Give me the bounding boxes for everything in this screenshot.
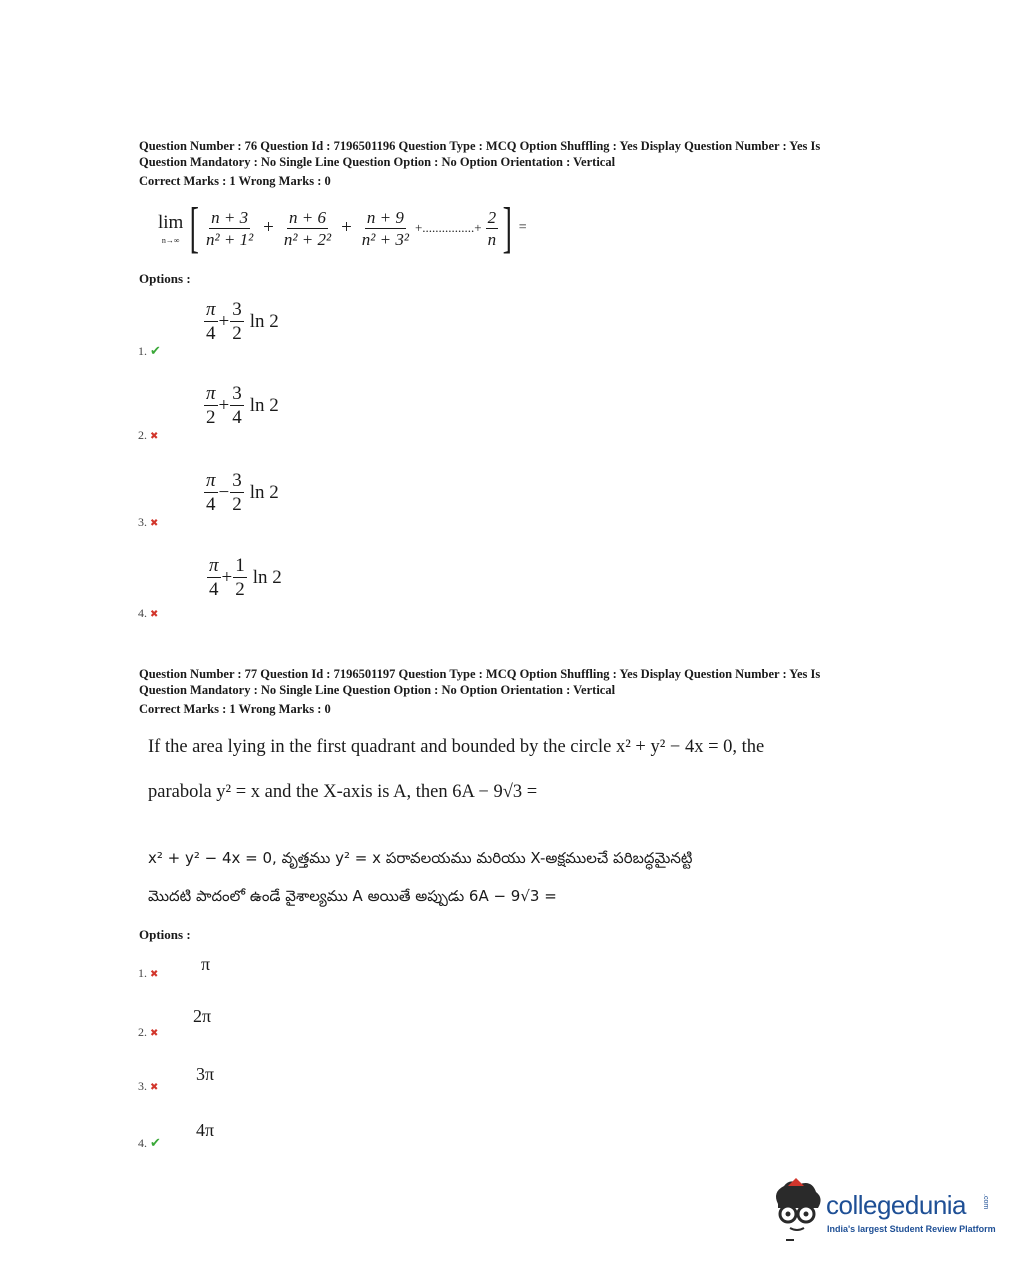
q76-limit-expression — [158, 198, 527, 258]
term3-denominator: n² + 3² — [361, 229, 409, 249]
ln-term: ln 2 — [249, 310, 279, 332]
term4-denominator: n — [487, 229, 497, 249]
logo-tagline: India's largest Student Review Platform — [827, 1224, 996, 1234]
option-number: 2. — [138, 1025, 147, 1039]
term1-denominator: n² + 1² — [206, 229, 254, 249]
q77-option-3-value[interactable]: 3π — [196, 1064, 215, 1084]
pi: π — [206, 383, 216, 404]
denominator: 2 — [232, 494, 242, 515]
q77-option-2-value[interactable]: 2π — [193, 1006, 212, 1026]
denominator: 2 — [235, 579, 245, 600]
plus-sign: + — [263, 217, 274, 238]
option-number: 1. — [138, 966, 147, 980]
q77-marks: Correct Marks : 1 Wrong Marks : 0 — [139, 702, 331, 716]
plus-sign: + — [341, 217, 352, 238]
operator: + — [218, 310, 230, 332]
q77-option-1-number[interactable] — [138, 966, 158, 981]
ln-term: ln 2 — [252, 566, 282, 588]
right-bracket: ] — [502, 197, 513, 259]
wrong-cross-icon: ✖ — [150, 969, 159, 980]
denominator: 4 — [232, 407, 242, 428]
wrong-cross-icon: ✖ — [150, 609, 159, 620]
q76-option-3-number[interactable] — [138, 515, 158, 530]
ln-term: ln 2 — [249, 481, 279, 503]
denominator: 2 — [206, 407, 216, 428]
denominator: 4 — [209, 579, 219, 600]
correct-check-icon: ✔ — [150, 343, 161, 358]
operator: + — [221, 566, 233, 588]
term3-numerator: n + 9 — [366, 207, 404, 227]
q77-option-4-number[interactable] — [138, 1135, 161, 1151]
pi: π — [209, 555, 219, 576]
logo-suffix: .com — [982, 1194, 989, 1210]
q77-option-1-value[interactable]: π — [201, 954, 211, 974]
operator: + — [218, 394, 230, 416]
lim-label: lim — [158, 211, 184, 233]
term2-numerator: n + 6 — [288, 207, 326, 227]
correct-check-icon: ✔ — [150, 1135, 161, 1150]
option-number: 4. — [138, 1136, 147, 1150]
q76-options-label: Options : — [139, 271, 191, 286]
pi: π — [206, 299, 216, 320]
q77-question-english-line2: parabola y² = x and the X-axis is A, then 6A − 9√3 = — [148, 782, 538, 802]
q77-meta-line1: Question Number : 77 Question Id : 7196501197 Question Type : MCQ Option Shuffling : Yes Display Question Number : Yes Is — [139, 667, 821, 681]
q77-option-4-value[interactable]: 4π — [196, 1120, 215, 1140]
wrong-cross-icon: ✖ — [150, 518, 159, 529]
wrong-cross-icon: ✖ — [150, 1028, 159, 1039]
pi: π — [206, 470, 216, 491]
q77-option-3-number[interactable] — [138, 1079, 158, 1094]
q76-option-1-expression[interactable] — [204, 300, 279, 343]
option-number: 2. — [138, 428, 147, 442]
q76-option-3-expression[interactable] — [204, 471, 279, 514]
collegedunia-logo[interactable] — [766, 1176, 996, 1246]
numerator: 3 — [232, 383, 242, 404]
q76-option-4-number[interactable] — [138, 606, 158, 621]
q76-option-2-number[interactable] — [138, 428, 158, 443]
q76-option-4-expression[interactable] — [207, 556, 282, 599]
ellipsis-terms: +................+ — [414, 220, 482, 235]
numerator: 1 — [235, 555, 245, 576]
ln-term: ln 2 — [249, 394, 279, 416]
denominator: 4 — [206, 494, 216, 515]
option-number: 1. — [138, 344, 147, 358]
numerator: 3 — [232, 299, 242, 320]
lim-subscript: n→∞ — [161, 235, 180, 245]
term2-denominator: n² + 2² — [283, 229, 332, 249]
q77-options-label: Options : — [139, 927, 191, 942]
option-number: 3. — [138, 1079, 147, 1093]
denominator: 4 — [206, 323, 216, 344]
equals-sign: = — [518, 220, 527, 235]
q76-meta-line2: Question Mandatory : No Single Line Question Option : No Option Orientation : Vertical — [139, 155, 616, 169]
wrong-cross-icon: ✖ — [150, 431, 159, 442]
q76-option-1-number[interactable] — [138, 343, 161, 359]
q77-question-telugu-line1: x² + y² − 4x = 0, వృత్తము y² = x పరావలయము మరియు X-అక్షములచే పరిబద్ధమైనట్టి — [148, 849, 693, 867]
operator: − — [218, 481, 230, 503]
q76-meta-line1: Question Number : 76 Question Id : 7196501196 Question Type : MCQ Option Shuffling : Yes Display Question Number : Yes Is — [139, 139, 821, 153]
q77-option-2-number[interactable] — [138, 1025, 158, 1040]
option-number: 4. — [138, 606, 147, 620]
q76-option-2-expression[interactable] — [204, 384, 279, 427]
mascot-icon — [766, 1176, 826, 1242]
left-bracket: [ — [190, 197, 200, 259]
wrong-cross-icon: ✖ — [150, 1082, 159, 1093]
numerator: 3 — [232, 470, 242, 491]
option-number: 3. — [138, 515, 147, 529]
denominator: 2 — [232, 323, 242, 344]
term4-numerator: 2 — [487, 207, 497, 227]
q76-marks: Correct Marks : 1 Wrong Marks : 0 — [139, 174, 331, 188]
logo-wordmark: collegedunia — [826, 1190, 967, 1220]
q77-meta-line2: Question Mandatory : No Single Line Question Option : No Option Orientation : Vertical — [139, 683, 616, 697]
term1-numerator: n + 3 — [211, 207, 249, 227]
q77-question-english-line1: If the area lying in the first quadrant and bounded by the circle x² + y² − 4x = 0, the — [148, 737, 765, 757]
q77-question-telugu-line2: మొదటి పాదంలో ఉండే వైశాల్యము A అయితే అప్పుడు 6A − 9√3 = — [148, 887, 557, 905]
